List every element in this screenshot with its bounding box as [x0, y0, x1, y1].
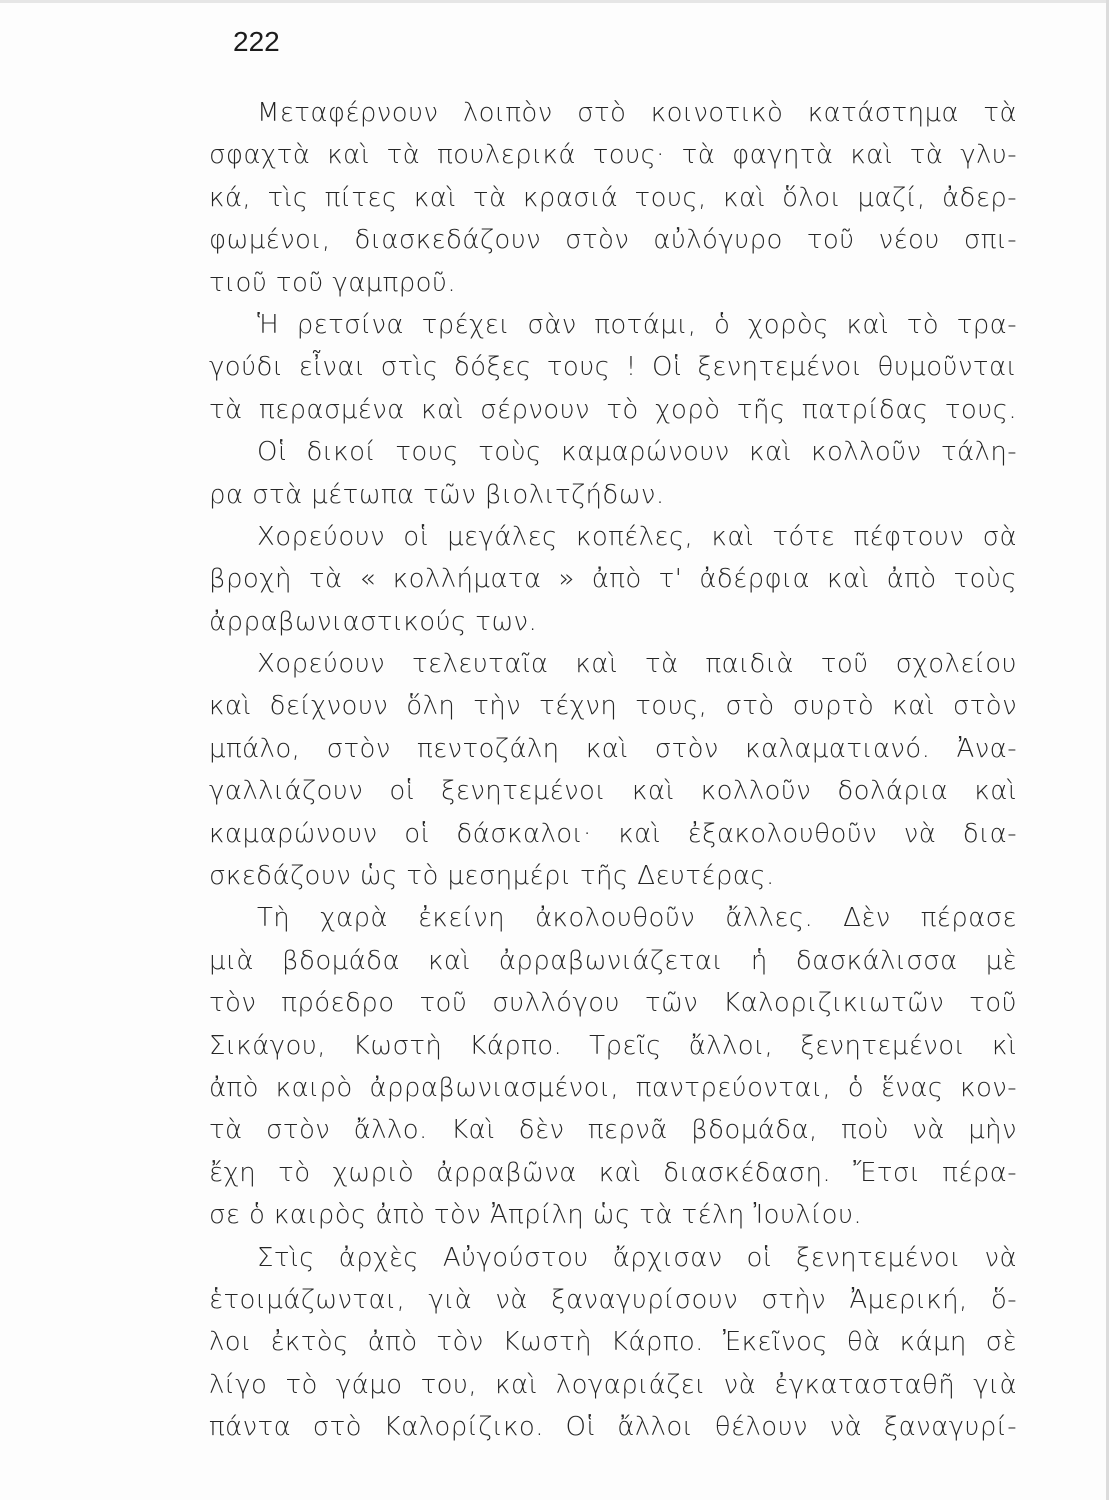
text-line: τὰ στὸν ἄλλο. Καὶ δὲν περνᾶ βδομάδα, ποὺ νὰ μὴν — [209, 1115, 1017, 1146]
text-line: ἑτοιμάζωνται, γιὰ νὰ ξαναγυρίσουν στὴν Ἀμερική, ὅ- — [209, 1284, 1017, 1315]
text-line: τὸν πρόεδρο τοῦ συλλόγου τῶν Καλοριζικιωτῶν τοῦ — [209, 988, 1017, 1019]
text-line: Ἡ ρετσίνα τρέχει σὰν ποτάμι, ὁ χορὸς καὶ τὸ τρα- — [257, 309, 1017, 340]
text-line: σε ὁ καιρὸς ἀπὸ τὸν Ἀπρίλη ὡς τὰ τέλη Ἰουλίου. — [209, 1200, 863, 1231]
text-line: πάντα στὸ Καλορίζικο. Οἱ ἄλλοι θέλουν νὰ ξαναγυρί- — [209, 1412, 1017, 1443]
text-line: Σικάγου, Κωστὴ Κάρπο. Τρεῖς ἄλλοι, ξενητεμένοι κὶ — [209, 1030, 1017, 1061]
text-line: καὶ δείχνουν ὅλη τὴν τέχνη τους, στὸ συρτὸ καὶ στὸν — [209, 691, 1017, 722]
text-line: ἔχη τὸ χωριὸ ἀρραβῶνα καὶ διασκέδαση. Ἔτσι πέρα- — [209, 1157, 1017, 1188]
text-line: Τὴ χαρὰ ἐκείνη ἀκολουθοῦν ἄλλες. Δὲν πέρασε — [257, 903, 1017, 934]
text-line: λίγο τὸ γάμο του, καὶ λογαριάζει νὰ ἐγκατασταθῆ γιὰ — [209, 1369, 1017, 1400]
page-top-edge — [0, 0, 1109, 3]
text-line: ἀπὸ καιρὸ ἀρραβωνιασμένοι, παντρεύονται, ὁ ἕνας κον- — [209, 1072, 1017, 1103]
text-line: ρα στὰ μέτωπα τῶν βιολιτζήδων. — [209, 479, 665, 510]
text-line: γούδι εἶναι στὶς δόξες τους ! Οἱ ξενητεμένοι θυμοῦνται — [209, 352, 1017, 383]
text-line: ἀρραβωνιαστικούς των. — [209, 606, 538, 637]
text-line: βροχὴ τὰ « κολλήματα » ἀπὸ τ' ἀδέρφια καὶ ἀπὸ τοὺς — [209, 564, 1017, 595]
text-line: Χορεύουν οἱ μεγάλες κοπέλες, καὶ τότε πέφτουν σὰ — [257, 521, 1017, 552]
text-line: Μεταφέρνουν λοιπὸν στὸ κοινοτικὸ κατάστημα τὰ — [257, 98, 1017, 128]
text-line: τὰ περασμένα καὶ σέρνουν τὸ χορὸ τῆς πατρίδας τους. — [209, 394, 1017, 425]
text-line: μιὰ βδομάδα καὶ ἀρραβωνιάζεται ἡ δασκάλισσα μὲ — [209, 945, 1017, 976]
text-line: καμαρώνουν οἱ δάσκαλοι· καὶ ἐξακολουθοῦν νὰ δια- — [209, 818, 1017, 849]
text-line: σκεδάζουν ὡς τὸ μεσημέρι τῆς Δευτέρας. — [209, 861, 775, 892]
text-line: λοι ἐκτὸς ἀπὸ τὸν Κωστὴ Κάρπο. Ἐκεῖνος θὰ κάμη σὲ — [209, 1327, 1017, 1358]
text-line: μπάλο, στὸν πεντοζάλη καὶ στὸν καλαματιανό. Ἀνα- — [209, 733, 1017, 764]
text-line: Οἱ δικοί τους τοὺς καμαρώνουν καὶ κολλοῦν τάλη- — [257, 437, 1017, 468]
text-line: Χορεύουν τελευταῖα καὶ τὰ παιδιὰ τοῦ σχολείου — [257, 649, 1017, 680]
page-number: 222 — [233, 26, 280, 57]
text-line: σφαχτὰ καὶ τὰ πουλερικά τους· τὰ φαγητὰ καὶ τὰ γλυ- — [209, 140, 1017, 171]
text-line: φωμένοι, διασκεδάζουν στὸν αὐλόγυρο τοῦ νέου σπι- — [209, 225, 1017, 256]
body-text — [209, 92, 1017, 1449]
text-line: κά, τὶς πίτες καὶ τὰ κρασιά τους, καὶ ὅλοι μαζί, ἀδερ- — [209, 182, 1017, 213]
text-line: Στὶς ἀρχὲς Αὐγούστου ἄρχισαν οἱ ξενητεμένοι νὰ — [257, 1242, 1017, 1273]
text-line: γαλλιάζουν οἱ ξενητεμένοι καὶ κολλοῦν δολάρια καὶ — [209, 776, 1017, 807]
text-line: τιοῦ τοῦ γαμπροῦ. — [209, 267, 457, 298]
